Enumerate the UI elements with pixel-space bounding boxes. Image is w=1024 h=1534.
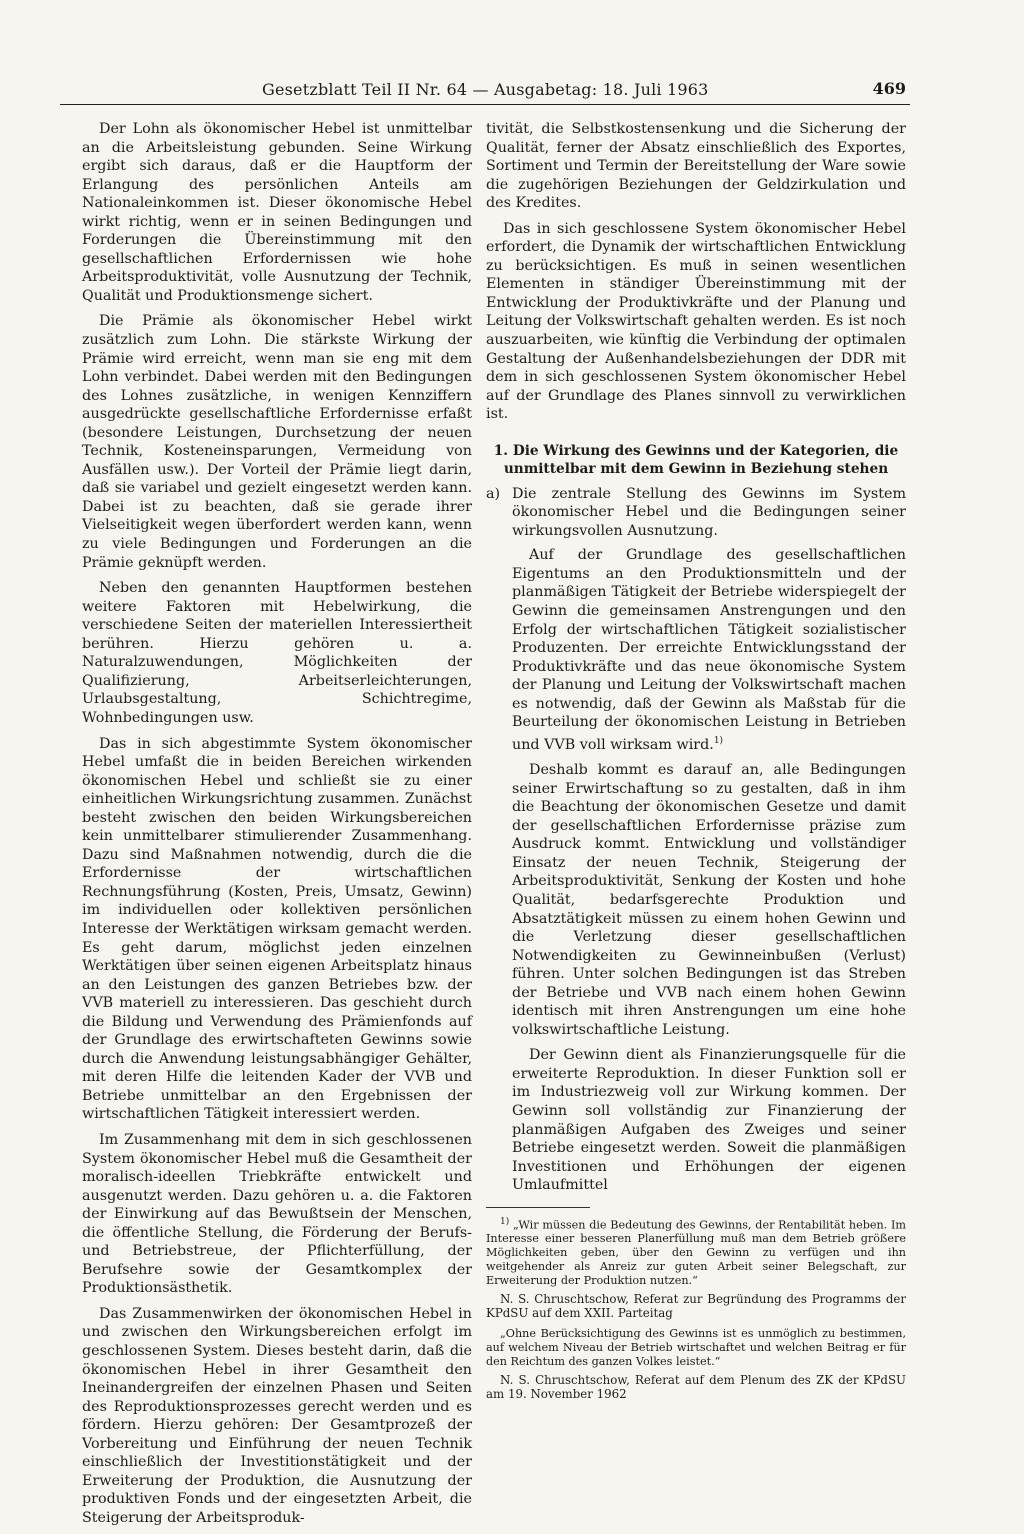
footnote-2-quote: „Ohne Berücksichtigung des Gewinns ist es unmöglich zu bestimmen, auf welchem Niveau der Betrieb wirtschaftet und welchen Beitrag er für den Reichtum des ganzen Volkes leistet.“ bbox=[486, 1327, 906, 1368]
paragraph-dynamik: Das in sich geschlossene System ökonomischer Hebel erfordert, die Dynamik der wirtschaftlichen Entwicklung zu berücksichtigen. Es muß in seinen wesentlichen Elementen in ständiger Übereinstimmung mit der Entwicklung der Produktivkräfte und der Planung und Leitung der Volkswirtschaft gehalten werden. Es ist noch auszuarbeiten, wie künftig die Verbindung der optimalen Gestaltung der Außenhandelsbeziehungen der DDR mit dem in sich geschlossenen System ökonomischer Hebel auf der Grundlage des Planes sinnvoll zu verwirklichen ist. bbox=[486, 220, 906, 423]
page-header bbox=[60, 78, 910, 105]
paragraph-zusammenwirken: Das Zusammenwirken der ökonomischen Hebel in und zwischen den Wirkungsbereichen erfolgt im geschlossenen System. Dieses besteht darin, daß die ökonomischen Hebel in ihrer Gesamtheit den Ineinandergreifen der einzelnen Phasen und Seiten des Reproduktionsprozesses gerecht werden und es fördern. Hierzu gehören: Der Gesamtprozeß der Vorbereitung und Einführung der neuen Technik einschließlich der Investitionstätigkeit und der Erweiterung der Produktion, die Ausnutzung der produktiven Fonds und der eingesetzten Arbeit, die Steigerung der Arbeitsproduk- bbox=[82, 1305, 472, 1526]
list-item-a bbox=[486, 485, 906, 541]
footnote-1-source: N. S. Chruschtschow, Referat zur Begründung des Programms der KPdSU auf dem XXII. Parteitag bbox=[486, 1292, 906, 1321]
paragraph-finanzierung: Der Gewinn dient als Finanzierungsquelle für die erweiterte Reproduktion. In dieser Funktion soll er im Industriezweig voll zur Wirkung kommen. Der Gewinn soll vollständig zur Finanzierung der planmäßigen Aufgaben des Zweiges und seiner Betriebe eingesetzt werden. Soweit die planmäßigen Investitionen und Erhöhungen der eigenen Umlaufmittel bbox=[512, 1047, 906, 1194]
footnote-reference: 1) bbox=[713, 735, 724, 746]
right-column bbox=[486, 120, 906, 1408]
paragraph-praemie: Die Prämie als ökonomischer Hebel wirkt zusätzlich zum Lohn. Die stärkste Wirkung der Prämie wird erreicht, wenn man sie eng mit dem Lohn verbindet. Dabei werden mit den Bedingungen des Lohnes zusätzliche, in wenigen Kennziffern ausgedrückte gesellschaftliche Erfordernisse erfaßt (besondere Leistungen, Durchsetzung der neuen Technik, Kosteneinsparungen, Vermeidung von Ausfällen usw.). Der Vorteil der Prämie liegt darin, daß sie variabel und gezielt eingesetzt werden kann. Dabei ist zu beachten, daß sie gerade ihrer Vielseitigkeit wegen überfordert werden kann, wenn zu viele Bedingungen und Forderungen an die Prämie geknüpft werden. bbox=[82, 313, 472, 571]
footnote-1-quote bbox=[486, 1216, 906, 1288]
footnote-divider bbox=[486, 1207, 590, 1208]
paragraph-triebkraefte: Im Zusammenhang mit dem in sich geschlossenen System ökonomischer Hebel muß die Gesamtheit der moralisch-ideellen Triebkräfte entwickelt und ausgenutzt werden. Dazu gehören u. a. die Faktoren der Einwirkung auf das Bewußtsein der Menschen, die öffentliche Stellung, die Förderung der Berufs- und Betriebstreue, der Pflichterfüllung, der Berufsehre sowie der Gesamtkomplex der Produktionsästhetik. bbox=[82, 1131, 472, 1297]
section-heading: 1. Die Wirkung des Gewinns und der Kategorien, die unmittelbar mit dem Gewinn in Beziehung stehen bbox=[493, 442, 899, 477]
page-number: 469 bbox=[872, 79, 906, 98]
paragraph-system-hebel: Das in sich abgestimmte System ökonomischer Hebel umfaßt die in beiden Bereichen wirkenden ökonomischen Hebel und schließt sie zu einer einheitlichen Wirkungsrichtung zusammen. Zunächst besteht zwischen den beiden Wirkungsbereichen kein unmittelbarer stimulierender Zusammenhang. Dazu sind Maßnahmen notwendig, durch die die Erfordernisse der wirtschaftlichen Rechnungsführung (Kosten, Preis, Umsatz, Gewinn) im individuellen oder kollektiven persönlichen Interesse der Werktätigen wirksam gemacht werden. Es geht darum, möglichst jeden einzelnen Werktätigen über seinen eigenen Arbeitsplatz hinaus an den Leistungen des ganzen Betriebes bzw. der VVB materiell zu interessieren. Das geschieht durch die Bildung und Verwendung des Prämienfonds auf der Grundlage des erwirtschafteten Gewinns sowie durch die Anwendung leistungsabhängiger Gehälter, mit deren Hilfe die leitenden Kader der VVB und Betriebe unmittelbar an den Ergebnissen der wirtschaftlichen Tätigkeit interessiert werden. bbox=[82, 735, 472, 1123]
footnote-2-source: N. S. Chruschtschow, Referat auf dem Plenum des ZK der KPdSU am 19. November 1962 bbox=[486, 1373, 906, 1402]
footnotes bbox=[486, 1216, 906, 1402]
paragraph-grundlage-eigentum bbox=[512, 546, 906, 754]
footnote-1-text: „Wir müssen die Bedeutung des Gewinns, der Rentabilität heben. Im Interesse einer besseren Planerfüllung muß man dem Betrieb größere Möglichkeiten geben, über den Gewinn zu verfügen und ihn weitgehender als Anreiz zur guten Arbeit seiner Belegschaft, zur Erweiterung der Produktion nutzen.“ bbox=[486, 1218, 906, 1287]
header-title: Gesetzblatt Teil II Nr. 64 — Ausgabetag: 18. Juli 1963 bbox=[262, 80, 709, 99]
item-a-body bbox=[486, 546, 906, 1194]
footnote-1-marker: 1) bbox=[500, 1216, 510, 1227]
paragraph-continuation: tivität, die Selbstkostensenkung und die Sicherung der Qualität, ferner der Absatz einschließlich des Exportes, Sortiment und Termin der Bereitstellung der Ware sowie die zugehörigen Beziehungen der Geldzirkulation und des Kredites. bbox=[486, 121, 906, 212]
paragraph-lohn: Der Lohn als ökonomischer Hebel ist unmittelbar an die Arbeitsleistung gebunden. Seine Wirkung ergibt sich daraus, daß er die Hauptform der Erlangung des persönlichen Anteils am Nationaleinkommen ist. Dieser ökonomische Hebel wirkt richtig, wenn er in seinen Bedingungen und Forderungen die Übereinstimmung mit den gesellschaftlichen Erfordernissen wie hohe Arbeitsproduktivität, volle Ausnutzung der Technik, Qualität und Produktionsmenge sichert. bbox=[82, 121, 472, 304]
paragraph-grundlage-text: Auf der Grundlage des gesellschaftlichen Eigentums an den Produktionsmitteln und der planmäßigen Tätigkeit der Betriebe widerspiegelt der Gewinn die gemeinsamen Anstrengungen und den Erfolg der wirtschaftlichen Tätigkeit sozialistischer Produzenten. Der erreichte Entwicklungsstand der Produktivkräfte und das neue ökonomische System der Planung und Leitung der Volkswirtschaft machen es notwendig, daß der Gewinn als Maßstab für die Beurteilung der ökonomischen Leistung in Betrieben und VVB voll wirksam wird. bbox=[512, 547, 906, 753]
list-item-text: Die zentrale Stellung des Gewinns im System ökonomischer Hebel und die Bedingungen seiner wirkungsvollen Ausnutzung. bbox=[512, 485, 906, 539]
left-column bbox=[82, 120, 472, 1534]
paragraph-erwirtschaftung: Deshalb kommt es darauf an, alle Bedingungen seiner Erwirtschaftung so zu gestalten, daß in ihm die Beachtung der ökonomischen Gesetze und damit der gesellschaftlichen Erfordernisse präzise zum Ausdruck kommt. Entwicklung und vollständiger Einsatz der neuen Technik, Steigerung der Arbeitsproduktivität, Senkung der Kosten und hohe Qualität, bedarfsgerechte Produktion und Absatztätigkeit müssen zu einem hohen Gewinn und die Verletzung dieser gesellschaftlichen Notwendigkeiten zu Gewinneinbußen (Verlust) führen. Unter solchen Bedingungen ist das Streben der Betriebe und VVB nach einem hohen Gewinn identisch mit ihren Anstrengungen um eine hohe volkswirtschaftliche Leistung. bbox=[512, 762, 906, 1038]
paragraph-weitere-faktoren: Neben den genannten Hauptformen bestehen weitere Faktoren mit Hebelwirkung, die verschiedene Seiten der materiellen Interessiertheit berühren. Hierzu gehören u. a. Naturalzuwendungen, Möglichkeiten der Qualifizierung, Arbeitserleichterungen, Urlaubsgestaltung, Schichtregime, Wohnbedingungen usw. bbox=[82, 580, 472, 726]
list-item-label: a) bbox=[486, 485, 501, 502]
